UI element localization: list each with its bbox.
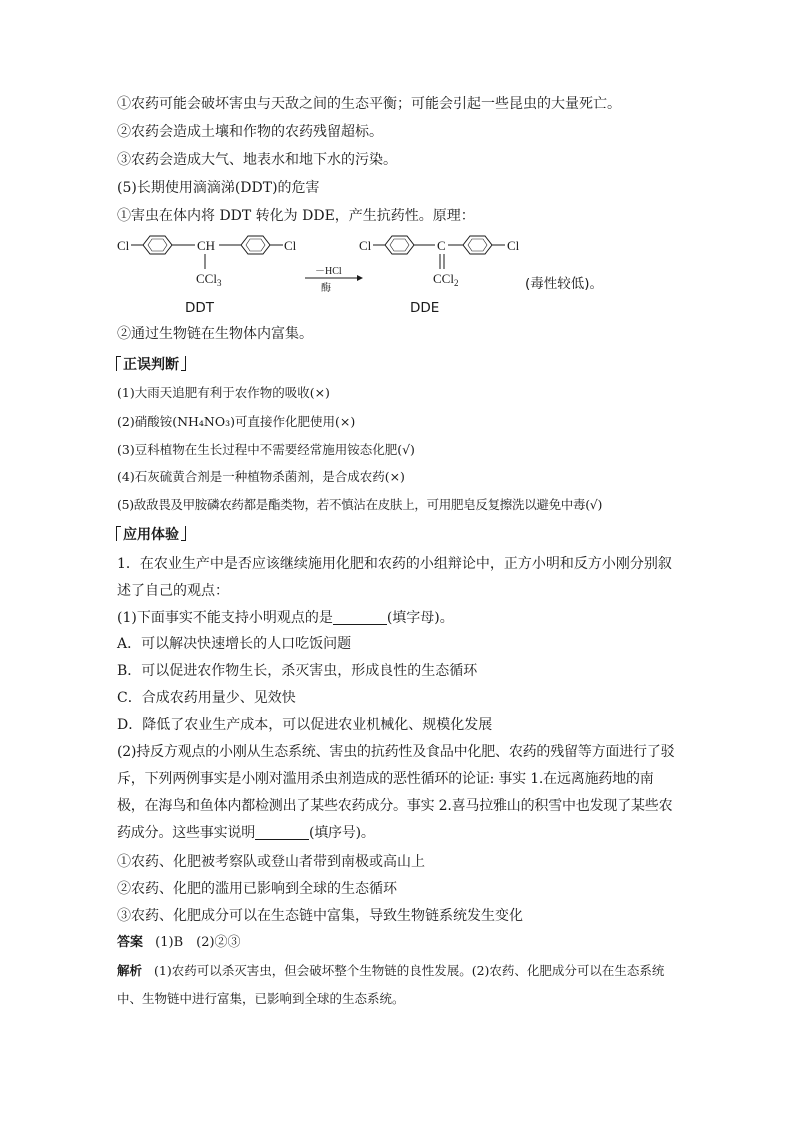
intro-line-2: ②农药会造成土壤和作物的农药残留超标。 [117, 124, 383, 140]
judgment-item: (2)硝酸铵(NH₄NO₃)可直接作化肥使用(×) [117, 414, 356, 429]
toxicity-note: (毒性较低)。 [525, 276, 604, 292]
dde-label: DDE [410, 300, 440, 316]
answer-blank [255, 825, 309, 840]
question-1-intro: 1．在农业生产中是否应该继续施用化肥和农药的小组辩论中，正方小明和反方小刚分别叙述了自己的观点： [117, 556, 672, 599]
judgment-item: (4)石灰硫黄合剂是一种植物杀菌剂，是合成农药(×) [117, 469, 405, 484]
arrow-condition-bottom: 酶 [321, 283, 331, 294]
option-c: C．合成农药用量少、见效快 [117, 690, 296, 706]
statement-1: ①农药、化肥被考察队或登山者带到南极或高山上 [117, 854, 425, 870]
dde-cl-right: Cl [507, 238, 520, 253]
benzene-ring-icon [143, 236, 172, 254]
ddt-ccl3: CCl$_3$ [196, 271, 222, 288]
intro-line-5: ①害虫在体内将 DDT 转化为 DDE，产生抗药性。原理： [117, 208, 475, 224]
option-d: D．降低了农业生产成本，可以促进农业机械化、规模化发展 [117, 717, 493, 733]
statement-3: ③农药、化肥成分可以在生态链中富集，导致生物链系统发生变化 [117, 908, 523, 924]
answer-label: 答案 [117, 935, 144, 950]
ddt-label: DDT [185, 300, 215, 316]
dde-cl-left: Cl [359, 238, 372, 253]
bracket-right-icon [181, 356, 186, 371]
question-1-sub1: (1)下面事实不能支持小明观点的是 (填字母)。 [117, 610, 454, 626]
answer-text: (1)B (2)②③ [155, 935, 241, 950]
answer-line [117, 933, 677, 953]
answer-blank [333, 610, 387, 625]
judgment-item: (3)豆科植物在生长过程中不需要经常施用铵态化肥(√) [117, 442, 415, 457]
bracket-left-icon [116, 356, 121, 371]
ddt-cl-right: Cl [284, 238, 297, 253]
dde-ccl2: CCl$_2$ [433, 271, 459, 288]
judgment-item: (5)敌敌畏及甲胺磷农药都是酯类物，若不慎沾在皮肤上，可用肥皂反复擦洗以避免中毒(√) [117, 497, 603, 512]
intro-line-3: ③农药会造成大气、地表水和地下水的污染。 [117, 152, 397, 168]
statement-2: ②农药、化肥的滥用已影响到全球的生态循环 [117, 881, 397, 897]
question-1-sub2: (2)持反方观点的小刚从生态系统、害虫的抗药性及食品中化肥、农药的残留等方面进行了驳斥，下列两例事实是小刚对滥用杀虫剂造成的恶性循环的论证: 事实 1.在远离施药地的南极，在海鸟和鱼体内都检测出了某些农药成分。事实 2.喜马拉雅山的积雪中也发现了某些农药成分。这些事实说明 (填序号)。 [117, 744, 675, 841]
analysis-label: 解析 [117, 963, 143, 978]
after-chem-line: ②通过生物链在生物体内富集。 [117, 326, 313, 342]
judgment-heading: 正误判断 [116, 354, 186, 374]
ddt-ch: CH [197, 238, 216, 253]
benzene-ring-icon [385, 236, 414, 254]
bracket-left-icon [116, 526, 121, 541]
intro-line-4: (5)长期使用滴滴涕(DDT)的危害 [117, 180, 320, 196]
application-heading: 应用体验 [116, 524, 186, 544]
option-b: B．可以促进农作物生长，杀灭害虫，形成良性的生态循环 [117, 663, 478, 679]
benzene-ring-icon [241, 236, 270, 254]
bracket-right-icon [181, 526, 186, 541]
judgment-item: (1)大雨天追肥有利于农作物的吸收(×) [117, 385, 330, 400]
arrow-condition-top: －HCl [315, 266, 342, 277]
dde-c: C [437, 238, 446, 253]
intro-line-1: ①农药可能会破坏害虫与天敌之间的生态平衡；可能会引起一些昆虫的大量死亡。 [117, 96, 621, 112]
ddt-cl-left: Cl [117, 238, 130, 253]
analysis-text: (1)农药可以杀灭害虫，但会破坏整个生物链的良性发展。(2)农药、化肥成分可以在生态系统中、生物链中进行富集，已影响到全球的生态系统。 [117, 963, 665, 1006]
option-a: A．可以解决快速增长的人口吃饭问题 [117, 636, 352, 652]
benzene-ring-icon [463, 236, 492, 254]
analysis-block [117, 957, 679, 1013]
